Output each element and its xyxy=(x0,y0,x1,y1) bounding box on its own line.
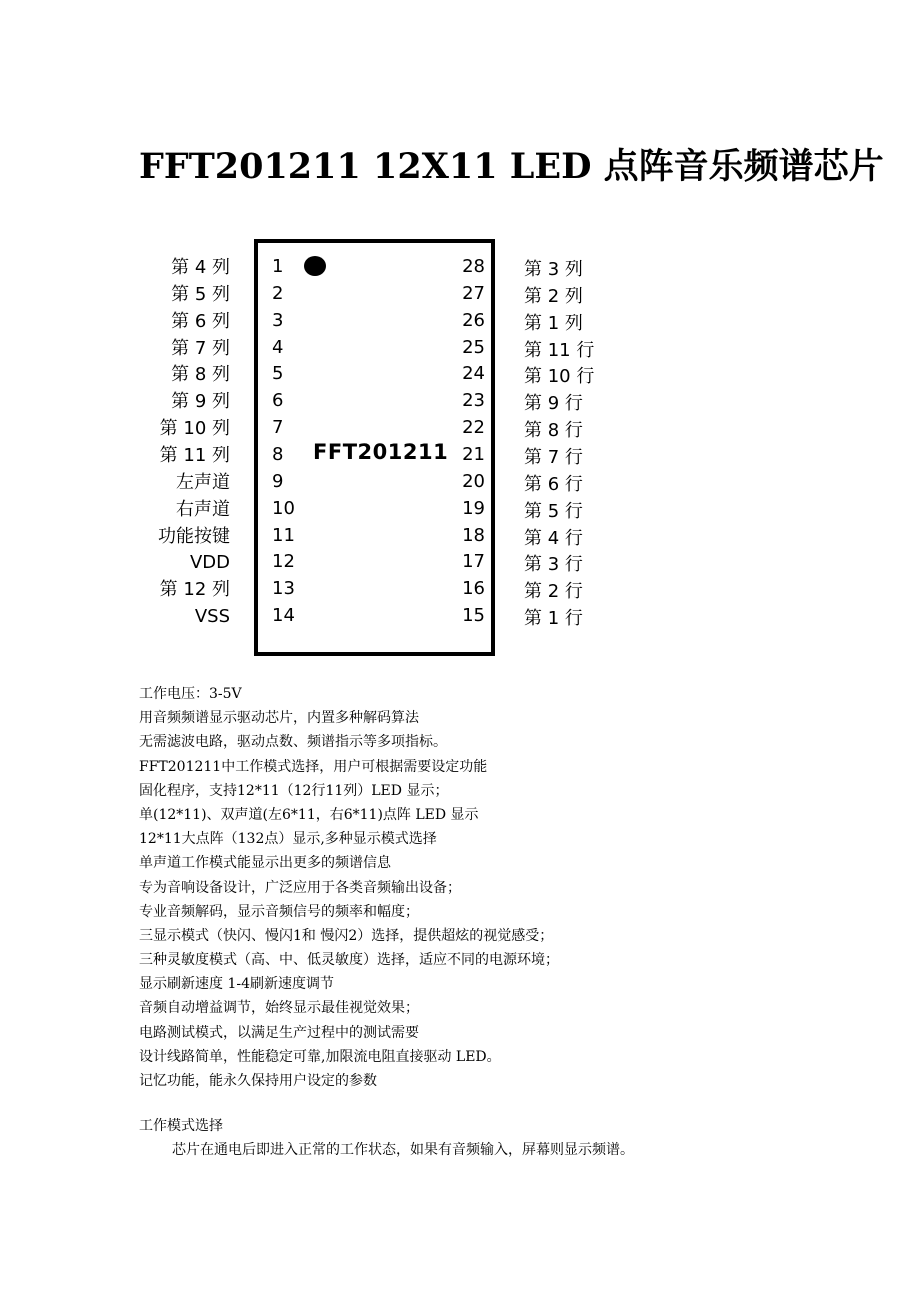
pin-label-right: 第 6 行 xyxy=(524,473,583,495)
pin-label-right: 第 1 列 xyxy=(524,312,583,334)
feature-line: 用音频频谱显示驱动芯片，内置多种解码算法 xyxy=(139,710,419,727)
feature-list xyxy=(139,682,839,1093)
pin-label-right: 第 8 行 xyxy=(524,420,583,442)
feature-line: 单(12*11)、双声道(左6*11，右6*11)点阵 LED 显示 xyxy=(139,806,479,823)
pin-label-right: 第 2 行 xyxy=(524,581,583,603)
pin-label-left: 右声道 xyxy=(176,498,230,520)
feature-line: 无需滤波电路，驱动点数、频谱指示等多项指标。 xyxy=(139,734,447,751)
feature-line: 专为音响设备设计，广泛应用于各类音频输出设备； xyxy=(139,879,461,896)
pin-number: 13 xyxy=(272,578,295,600)
pin-number: 6 xyxy=(272,390,284,412)
pin-number: 16 xyxy=(462,578,485,600)
chip-name: FFT201211 xyxy=(313,440,449,464)
pin-label-left: 第 6 列 xyxy=(171,310,230,332)
pin-number: 24 xyxy=(462,363,485,385)
pin-number: 8 xyxy=(272,443,284,465)
feature-line: 三显示模式（快闪、慢闪1和 慢闪2）选择，提供超炫的视觉感受； xyxy=(139,927,554,944)
pin-label-left: 功能按键 xyxy=(158,525,230,547)
feature-line: 工作电压：3-5V xyxy=(139,686,242,702)
pin-label-right: 第 4 行 xyxy=(524,527,583,549)
pin-number: 18 xyxy=(462,524,485,546)
pin-number: 27 xyxy=(462,282,485,304)
feature-line: 记忆功能，能永久保持用户设定的参数 xyxy=(139,1073,377,1089)
pin-number: 7 xyxy=(272,417,284,439)
feature-line: 音频自动增益调节，始终显示最佳视觉效果； xyxy=(139,1000,419,1017)
pin-number: 10 xyxy=(272,497,295,519)
feature-line: 显示刷新速度 1-4刷新速度调节 xyxy=(139,976,334,993)
pin-label-right: 第 10 行 xyxy=(524,366,595,388)
feature-line: FFT201211中工作模式选择，用户可根据需要设定功能 xyxy=(139,758,488,775)
pin-number: 14 xyxy=(272,605,295,627)
section-paragraph: 芯片在通电后即进入正常的工作状态，如果有音频输入，屏幕则显示频谱。 xyxy=(172,1142,634,1158)
feature-line: 三种灵敏度模式（高、中、低灵敏度）选择，适应不同的电源环境； xyxy=(139,952,559,969)
pin-number: 5 xyxy=(272,363,284,385)
pin-label-left: 第 8 列 xyxy=(171,364,230,386)
pin-label-right: 第 2 列 xyxy=(524,285,583,307)
pin-number: 11 xyxy=(272,524,295,546)
pin-number: 28 xyxy=(462,256,485,277)
pin-label-left: VSS xyxy=(194,606,230,628)
pin-number: 21 xyxy=(462,443,485,465)
pin-label-left: VDD xyxy=(189,552,230,574)
pin-number: 25 xyxy=(462,336,485,358)
pin-number: 20 xyxy=(462,470,485,492)
feature-line: 设计线路简单，性能稳定可靠,加限流电阻直接驱动 LED。 xyxy=(139,1048,501,1065)
pin-label-left: 第 12 列 xyxy=(159,579,230,601)
pin-number: 22 xyxy=(462,417,485,439)
pin-label-left: 左声道 xyxy=(176,471,230,493)
feature-line: 12*11大点阵（132点）显示,多种显示模式选择 xyxy=(139,831,437,848)
pin-label-left: 第 9 列 xyxy=(171,391,230,413)
pin-label-right: 第 5 行 xyxy=(524,500,583,522)
pin-number: 12 xyxy=(272,551,295,573)
pin-number: 26 xyxy=(462,309,485,331)
pin-number: 2 xyxy=(272,282,284,304)
section-heading: 工作模式选择 xyxy=(139,1118,223,1134)
pin-number: 19 xyxy=(462,497,485,519)
pin-label-right: 第 1 行 xyxy=(524,608,583,630)
pin-label-left: 第 4 列 xyxy=(171,257,230,278)
pin-number: 15 xyxy=(462,605,485,627)
pin-number: 3 xyxy=(272,309,284,331)
pin-label-left: 第 10 列 xyxy=(159,418,230,440)
pin-label-right: 第 3 行 xyxy=(524,554,583,576)
feature-line: 单声道工作模式能显示出更多的频谱信息 xyxy=(139,855,391,872)
pin-label-left: 第 7 列 xyxy=(171,337,230,359)
feature-line: 电路测试模式，以满足生产过程中的测试需要 xyxy=(139,1024,419,1041)
pin-label-right: 第 11 行 xyxy=(524,339,595,361)
pin-number: 23 xyxy=(462,390,485,412)
pin-label-right: 第 7 行 xyxy=(524,446,583,468)
feature-line: 固化程序，支持12*11（12行11列）LED 显示； xyxy=(139,782,449,799)
pin-label-right: 第 3 列 xyxy=(524,259,583,280)
pin-label-left: 第 11 列 xyxy=(159,444,230,466)
pin-label-left: 第 5 列 xyxy=(171,283,230,305)
page-title: FFT201211 12X11 LED 点阵音乐频谱芯片 xyxy=(139,146,884,187)
pin-number: 4 xyxy=(272,336,284,358)
pin-number: 17 xyxy=(462,551,485,573)
feature-line: 专业音频解码，显示音频信号的频率和幅度； xyxy=(139,903,419,920)
pin-number: 9 xyxy=(272,470,284,492)
pin-number: 1 xyxy=(272,256,284,277)
pin-label-right: 第 9 行 xyxy=(524,393,583,415)
